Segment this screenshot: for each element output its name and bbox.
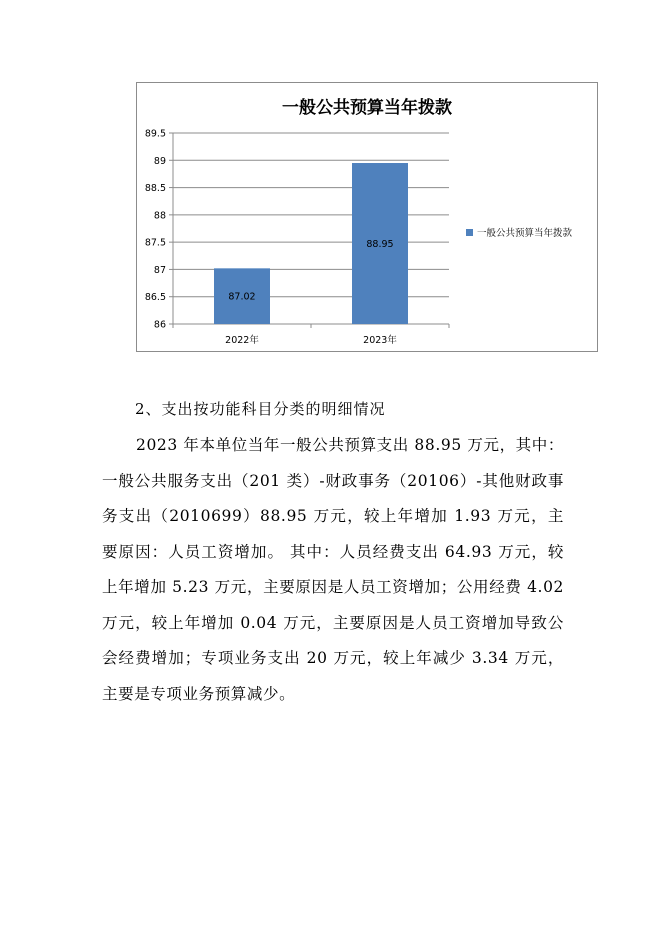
- section-paragraph: 2023 年本单位当年一般公共预算支出 88.95 万元，其中：一般公共服务支出（201 类）-财政事务（20106）-其他财政事务支出（2010699）88.95 万元，较上年增加 1.93 万元，主要原因：人员工资增加。 其中：人员经费支出 64.93 万元，较上年增加 5.23 万元，主要原因是人员工资增加；公用经费 4.02 万元，较上年增加 0.04 万元，主要原因是人员工资增加导致公会经费增加；专项业务支出 20 万元，较上年减少 3.34 万元，主要是专项业务预算减少。: [102, 436, 564, 703]
- y-tick-label: 88: [153, 210, 166, 222]
- x-category-label: 2022年: [225, 335, 259, 346]
- y-tick-label: 86: [153, 319, 166, 331]
- y-tick-label: 87: [153, 264, 166, 276]
- chart-title: 一般公共预算当年拨款: [282, 98, 452, 118]
- y-tick-label: 89: [153, 155, 166, 167]
- y-tick-label: 87.5: [144, 237, 166, 249]
- bar-value-label: 87.02: [228, 291, 256, 303]
- chart-canvas: [137, 83, 597, 351]
- y-tick-label: 86.5: [144, 292, 166, 304]
- section-heading: 2、支出按功能科目分类的明细情况: [135, 400, 386, 418]
- y-tick-label: 88.5: [144, 183, 166, 195]
- bar-value-label: 88.95: [366, 239, 394, 251]
- legend: [466, 227, 573, 239]
- budget-chart: [136, 82, 598, 352]
- y-tick-label: 89.5: [144, 128, 166, 140]
- legend-swatch: [466, 229, 473, 236]
- legend-label: 一般公共预算当年拨款: [477, 228, 573, 239]
- x-category-label: 2023年: [363, 335, 397, 346]
